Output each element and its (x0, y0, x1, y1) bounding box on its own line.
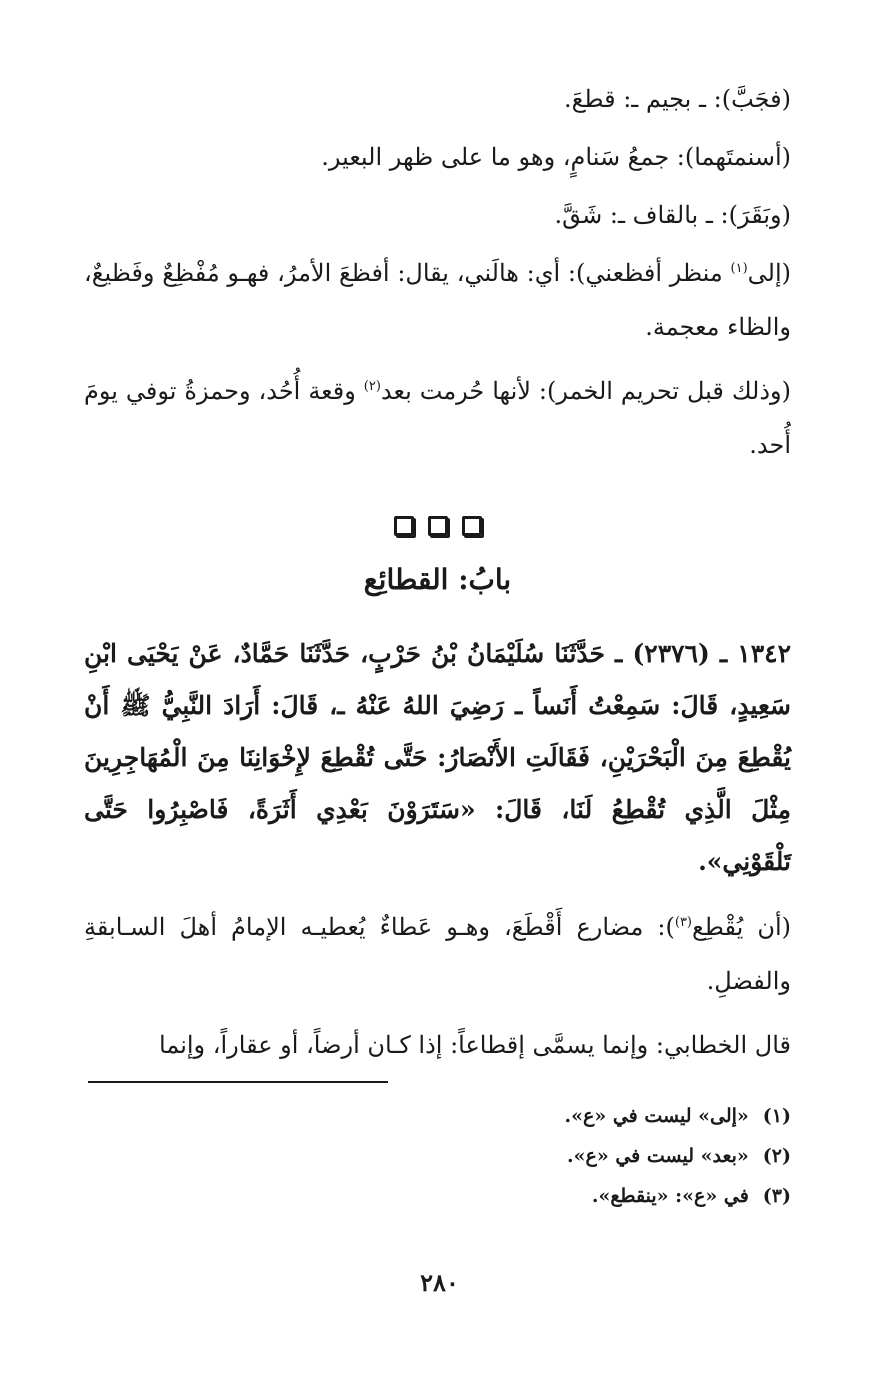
ornament-square-icon (394, 516, 414, 536)
gloss-yuqti-start: (أن يُقْطِع (692, 913, 791, 941)
gloss-afzaani (84, 246, 791, 354)
gloss-afzaani-start: (إلى (747, 259, 791, 287)
gloss-asnimatahuma: (أسنمتَهما): جمعُ سَنامٍ، وهو ما على ظهر البعير. (321, 143, 791, 171)
footnote-text: في «ع»: «ينقطع». (591, 1185, 749, 1207)
gloss-yuqti-rest: ): مضارع أَقْطَعَ، وهـو عَطاءٌ يُعطيـه الإمامُ أهلَ السـابقةِ والفضلِ. (84, 913, 791, 995)
chapter-heading: بابُ: القطائِع (363, 563, 512, 596)
section-ornament (84, 516, 791, 536)
footnotes (88, 1096, 791, 1216)
gloss-tahrim-khamr (84, 364, 791, 472)
gloss-wabaqara: (وبَقَرَ): ـ بالقاف ـ: شَقَّ. (554, 201, 791, 229)
hadith-text: ١٣٤٢ ـ (٢٣٧٦) ـ حَدَّثَنَا سُلَيْمَانُ بْنُ حَرْبٍ، حَدَّثَنَا حَمَّادٌ، عَنْ يَحْيَى ابْنِ سَعِيدٍ، قَالَ: سَمِعْتُ أَنَساً ـ رَضِيَ اللهُ عَنْهُ ـ، قَالَ: أَرَادَ النَّبِيُّ ﷺ أَنْ يُقْطِعَ مِنَ الْبَحْرَيْنِ، فَقَالَتِ الأَنْصَارُ: حَتَّى تُقْطِعَ لإِخْوَانِنَا مِنَ الْمُهَاجِرِينَ مِثْلَ الَّذِي تُقْطِعُ لَنَا، قَالَ: «سَتَرَوْنَ بَعْدِي أَثَرَةً، فَاصْبِرُوا حَتَّى تَلْقَوْنِي». (84, 639, 791, 876)
footnote-number: (٢) (762, 1145, 791, 1167)
gloss-tahrim-start: (وذلك قبل تحريم الخمر): لأنها حُرمت بعد (380, 377, 792, 405)
footnote-divider (88, 1081, 388, 1083)
page-number: ٢٨٠ (420, 1268, 459, 1297)
footnote-ref-1[interactable]: (١) (730, 261, 748, 276)
gloss-yuqti (84, 900, 791, 1008)
gloss-tahrim-rest: وقعة أُحُد، وحمزةُ توفي يومَ أُحد. (84, 377, 791, 459)
footnote-item (88, 1136, 791, 1176)
footnote-item (88, 1096, 791, 1136)
footnote-number: (٣) (762, 1185, 791, 1207)
gloss-khattabi: قال الخطابي: وإنما يسمَّى إقطاعاً: إذا كـان أرضاً، أو عقاراً، وإنما (159, 1031, 791, 1059)
footnote-ref-2[interactable]: (٢) (363, 379, 381, 394)
page-body (84, 72, 791, 1082)
ornament-square-icon (428, 516, 448, 536)
footnote-text: «بعد» ليست في «ع». (567, 1145, 749, 1167)
footnote-ref-3[interactable]: (٣) (674, 915, 692, 930)
ornament-square-icon (462, 516, 482, 536)
footnote-item (88, 1176, 791, 1216)
footnote-text: «إلى» ليست في «ع». (564, 1105, 749, 1127)
gloss-fajabba: (فجَبَّ): ـ بجيم ـ: قطعَ. (564, 85, 791, 113)
footnote-number: (١) (762, 1105, 791, 1127)
gloss-afzaani-rest: منظر أفظعني): أي: هالَني، يقال: أفظعَ الأمرُ، فهـو مُفْظِعٌ وفَظيعٌ، والظاء معجمة. (84, 259, 791, 341)
